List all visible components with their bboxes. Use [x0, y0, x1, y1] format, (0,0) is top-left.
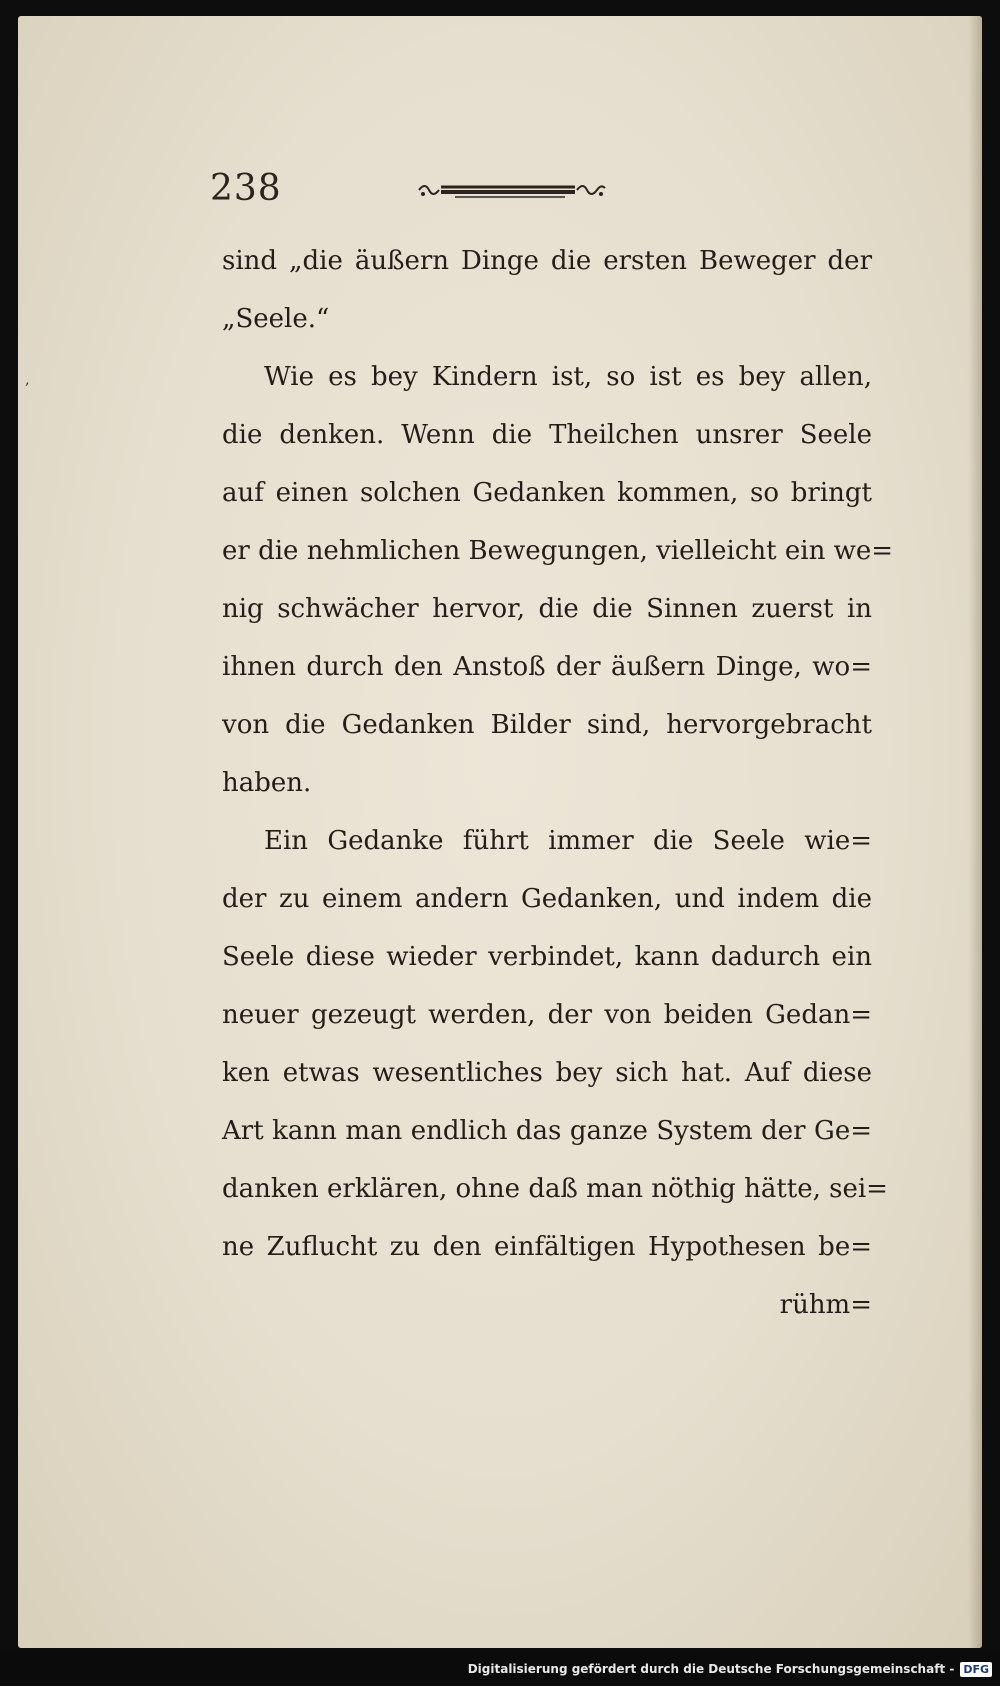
text-line: Ein Gedanke führt immer die Seele wie= — [264, 826, 872, 856]
body-text — [222, 232, 894, 1334]
text-line: die denken. Wenn die Theilchen unsrer Seele — [222, 420, 872, 450]
text-line: er die nehmlichen Bewegungen, vielleicht ein we= — [222, 536, 894, 566]
text-line: ken etwas wesentliches bey sich hat. Auf diese — [222, 1058, 872, 1088]
page-edge-shadow — [968, 16, 982, 1648]
text-line: auf einen solchen Gedanken kommen, so bringt — [222, 478, 872, 508]
text-line: ne Zuflucht zu den einfältigen Hypothesen be= — [222, 1232, 872, 1262]
page-number: 238 — [210, 168, 282, 209]
margin-mark: ‚ — [25, 372, 30, 388]
text-line: Art kann man endlich das ganze System der Ge= — [222, 1116, 872, 1146]
text-line: von die Gedanken Bilder sind, hervorgebracht — [222, 710, 872, 740]
text-line: nig schwächer hervor, die die Sinnen zuerst in — [222, 594, 872, 624]
dfg-logo: DFG — [960, 1662, 992, 1677]
digitization-footer — [468, 1658, 992, 1680]
text-line: Seele diese wieder verbindet, kann dadurch ein — [222, 942, 872, 972]
text-line: danken erklären, ohne daß man nöthig hätte, sei= — [222, 1174, 888, 1204]
text-line: sind „die äußern Dinge die ersten Beweger der — [222, 246, 872, 276]
text-line: Wie es bey Kindern ist, so ist es bey allen, — [264, 362, 872, 392]
footer-credit: Digitalisierung gefördert durch die Deutsche Forschungsgemeinschaft - — [467, 1662, 955, 1676]
catchword: rühm= — [779, 1290, 872, 1320]
text-line: der zu einem andern Gedanken, und indem die — [222, 884, 872, 914]
ornamental-rule-icon — [415, 176, 615, 206]
text-line: „Seele.“ — [222, 304, 330, 334]
text-line: neuer gezeugt werden, der von beiden Gedan= — [222, 1000, 872, 1030]
text-line: haben. — [222, 768, 312, 798]
text-line: ihnen durch den Anstoß der äußern Dinge, wo= — [222, 652, 872, 682]
